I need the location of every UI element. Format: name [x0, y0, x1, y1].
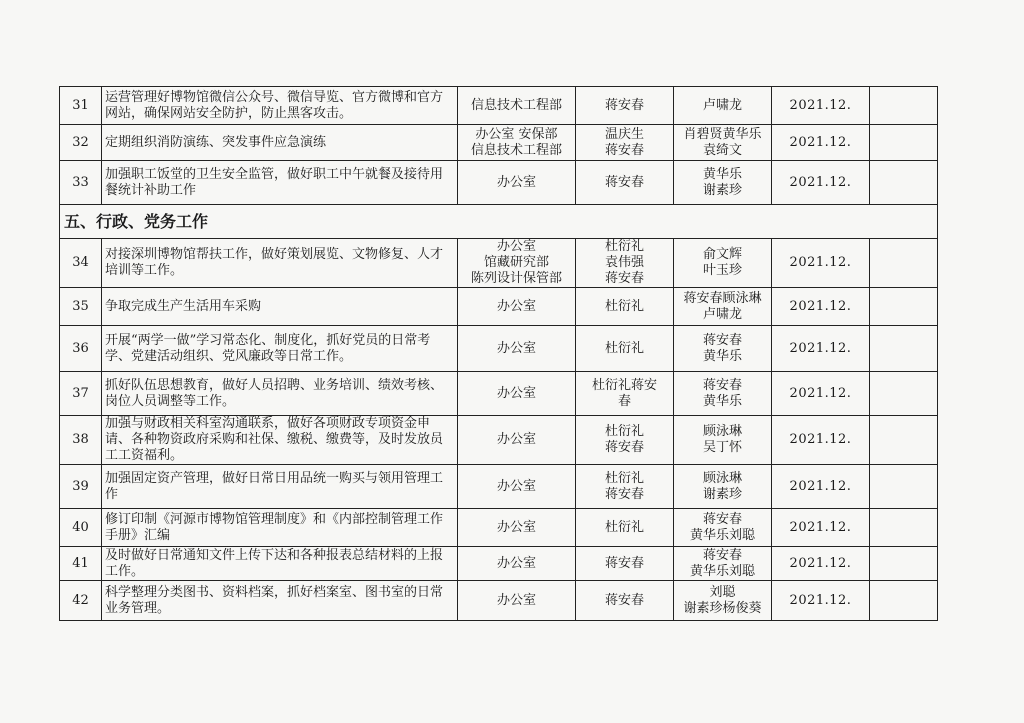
remarks-cell	[870, 581, 938, 621]
table-row	[60, 87, 938, 125]
table-row	[60, 509, 938, 547]
table-row	[60, 239, 938, 288]
completion-date: 2021.12.	[772, 288, 870, 326]
row-number: 35	[60, 288, 102, 326]
responsible-staff: 肖碧贤黄华乐 袁绮文	[674, 125, 772, 161]
task-description: 加强固定资产管理，做好日常日用品统一购买与领用管理工作	[102, 465, 458, 509]
responsible-staff: 卢啸龙	[674, 87, 772, 125]
responsible-department: 办公室	[458, 581, 576, 621]
task-description: 定期组织消防演练、突发事件应急演练	[102, 125, 458, 161]
remarks-cell	[870, 372, 938, 416]
responsible-department: 办公室 安保部 信息技术工程部	[458, 125, 576, 161]
row-number: 40	[60, 509, 102, 547]
responsible-leader: 杜衍礼	[576, 326, 674, 372]
row-number: 32	[60, 125, 102, 161]
row-number: 37	[60, 372, 102, 416]
completion-date: 2021.12.	[772, 509, 870, 547]
responsible-leader: 杜衍礼 蒋安春	[576, 465, 674, 509]
remarks-cell	[870, 239, 938, 288]
remarks-cell	[870, 509, 938, 547]
section-header-row	[60, 205, 938, 239]
responsible-leader: 杜衍礼 袁伟强 蒋安春	[576, 239, 674, 288]
section-title: 五、行政、党务工作	[60, 205, 938, 239]
remarks-cell	[870, 288, 938, 326]
row-number: 41	[60, 547, 102, 581]
responsible-leader: 蒋安春	[576, 87, 674, 125]
completion-date: 2021.12.	[772, 581, 870, 621]
task-description: 加强职工饭堂的卫生安全监管，做好职工中午就餐及接待用餐统计补助工作	[102, 161, 458, 205]
completion-date: 2021.12.	[772, 547, 870, 581]
row-number: 36	[60, 326, 102, 372]
row-number: 38	[60, 416, 102, 465]
responsible-leader: 杜衍礼	[576, 288, 674, 326]
row-number: 31	[60, 87, 102, 125]
table-row	[60, 581, 938, 621]
task-description: 加强与财政相关科室沟通联系，做好各项财政专项资金申请、各种物资政府采购和社保、缴税、缴费等，及时发放员工工资福利。	[102, 416, 458, 465]
table-row	[60, 125, 938, 161]
remarks-cell	[870, 326, 938, 372]
row-number: 39	[60, 465, 102, 509]
responsible-staff: 俞文辉 叶玉珍	[674, 239, 772, 288]
responsible-department: 办公室	[458, 509, 576, 547]
table-row	[60, 288, 938, 326]
responsible-staff: 蒋安春 黄华乐刘聪	[674, 547, 772, 581]
completion-date: 2021.12.	[772, 239, 870, 288]
table-body-after	[60, 239, 938, 621]
responsible-department: 办公室	[458, 326, 576, 372]
completion-date: 2021.12.	[772, 87, 870, 125]
remarks-cell	[870, 465, 938, 509]
task-description: 修订印制《河源市博物馆管理制度》和《内部控制管理工作手册》汇编	[102, 509, 458, 547]
responsible-department: 办公室	[458, 372, 576, 416]
responsible-leader: 蒋安春	[576, 161, 674, 205]
task-description: 科学整理分类图书、资料档案，抓好档案室、图书室的日常业务管理。	[102, 581, 458, 621]
task-description: 争取完成生产生活用车采购	[102, 288, 458, 326]
remarks-cell	[870, 125, 938, 161]
completion-date: 2021.12.	[772, 125, 870, 161]
responsible-department: 办公室	[458, 288, 576, 326]
responsible-staff: 蒋安春 黄华乐	[674, 372, 772, 416]
responsible-leader: 蒋安春	[576, 581, 674, 621]
responsible-leader: 杜衍礼蒋安 春	[576, 372, 674, 416]
responsible-department: 办公室 馆藏研究部 陈列设计保管部	[458, 239, 576, 288]
responsible-leader: 杜衍礼	[576, 509, 674, 547]
row-number: 34	[60, 239, 102, 288]
responsible-staff: 顾泳琳 吴丁怀	[674, 416, 772, 465]
table-body-before	[60, 87, 938, 205]
responsible-department: 办公室	[458, 416, 576, 465]
responsible-staff: 蒋安春 黄华乐	[674, 326, 772, 372]
work-plan-table	[59, 86, 938, 621]
table-row	[60, 416, 938, 465]
table-row	[60, 372, 938, 416]
task-description: 开展“两学一做”学习常态化、制度化，抓好党员的日常考学、党建活动组织、党风廉政等日常工作。	[102, 326, 458, 372]
responsible-leader: 蒋安春	[576, 547, 674, 581]
responsible-staff: 黄华乐 谢素珍	[674, 161, 772, 205]
responsible-staff: 刘聪 谢素珍杨俊葵	[674, 581, 772, 621]
table-row	[60, 161, 938, 205]
completion-date: 2021.12.	[772, 326, 870, 372]
table-row	[60, 465, 938, 509]
responsible-department: 办公室	[458, 465, 576, 509]
responsible-staff: 蒋安春顾泳琳 卢啸龙	[674, 288, 772, 326]
responsible-leader: 杜衍礼 蒋安春	[576, 416, 674, 465]
table-row	[60, 326, 938, 372]
task-description: 运营管理好博物馆微信公众号、微信导览、官方微博和官方网站，确保网站安全防护，防止黑客攻击。	[102, 87, 458, 125]
row-number: 33	[60, 161, 102, 205]
row-number: 42	[60, 581, 102, 621]
completion-date: 2021.12.	[772, 416, 870, 465]
responsible-staff: 顾泳琳 谢素珍	[674, 465, 772, 509]
remarks-cell	[870, 161, 938, 205]
task-description: 抓好队伍思想教育，做好人员招聘、业务培训、绩效考核、岗位人员调整等工作。	[102, 372, 458, 416]
remarks-cell	[870, 547, 938, 581]
completion-date: 2021.12.	[772, 372, 870, 416]
remarks-cell	[870, 87, 938, 125]
responsible-department: 办公室	[458, 547, 576, 581]
section-header-body	[60, 205, 938, 239]
responsible-staff: 蒋安春 黄华乐刘聪	[674, 509, 772, 547]
responsible-department: 信息技术工程部	[458, 87, 576, 125]
task-description: 对接深圳博物馆帮扶工作，做好策划展览、文物修复、人才培训等工作。	[102, 239, 458, 288]
table-row	[60, 547, 938, 581]
remarks-cell	[870, 416, 938, 465]
responsible-leader: 温庆生 蒋安春	[576, 125, 674, 161]
task-description: 及时做好日常通知文件上传下达和各种报表总结材料的上报工作。	[102, 547, 458, 581]
completion-date: 2021.12.	[772, 465, 870, 509]
completion-date: 2021.12.	[772, 161, 870, 205]
responsible-department: 办公室	[458, 161, 576, 205]
